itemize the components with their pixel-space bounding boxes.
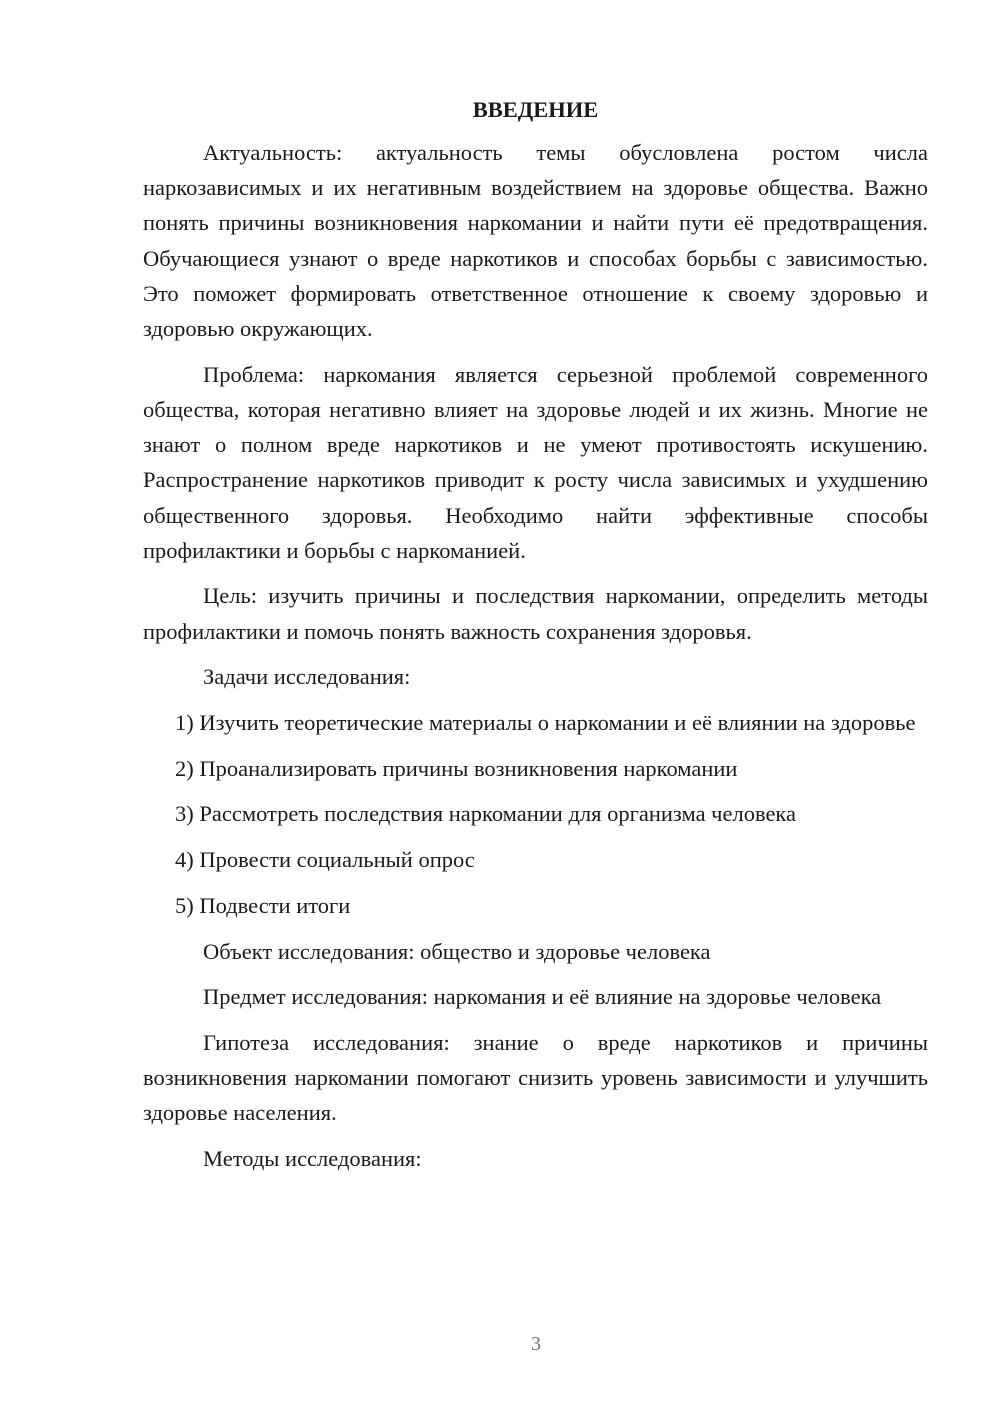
section-title: ВВЕДЕНИЕ xyxy=(472,97,599,122)
hypothesis-paragraph: Гипотеза исследования: знание о вреде наркотиков и причины возникновения наркомании помогают снизить уровень зависимости и улучшить здоровье населения. xyxy=(143,1029,928,1126)
task-item-4: 4) Провести социальный опрос xyxy=(175,847,475,873)
document-page xyxy=(143,92,928,1187)
task-item-1: 1) Изучить теоретические материалы о наркомании и её влиянии на здоровье xyxy=(175,710,916,736)
methods-heading: Методы исследования: xyxy=(203,1146,422,1172)
problem-paragraph: Проблема: наркомания является серьезной проблемой современного общества, которая негативно влияет на здоровье людей и их жизнь. Многие не знают о полном вреде наркотиков и не умеют противостоять искушению. Распространение наркотиков приводит к росту числа зависимых и ухудшению общественного здоровья. Необходимо найти эффективные способы профилактики и борьбы с наркоманией. xyxy=(143,361,928,563)
relevance-paragraph: Актуальность: актуальность темы обусловлена ростом числа наркозависимых и их негативным воздействием на здоровье общества. Важно понять причины возникновения наркомании и найти пути её предотвращения. Обучающиеся узнают о вреде наркотиков и способах борьбы с зависимостью. Это поможет формировать ответственное отношение к своему здоровью и здоровью окружающих. xyxy=(143,140,928,342)
tasks-heading: Задачи исследования: xyxy=(203,664,411,690)
task-item-3: 3) Рассмотреть последствия наркомании для организма человека xyxy=(175,801,797,827)
task-item-2: 2) Проанализировать причины возникновения наркомании xyxy=(175,755,738,781)
object-paragraph: Объект исследования: общество и здоровье человека xyxy=(203,938,711,964)
subject-paragraph: Предмет исследования: наркомания и её влияние на здоровье человека xyxy=(203,984,882,1010)
task-item-5: 5) Подвести итоги xyxy=(175,892,351,918)
page-number: 3 xyxy=(531,1333,541,1355)
goal-paragraph: Цель: изучить причины и последствия наркомании, определить методы профилактики и помочь понять важность сохранения здоровья. xyxy=(143,583,928,644)
